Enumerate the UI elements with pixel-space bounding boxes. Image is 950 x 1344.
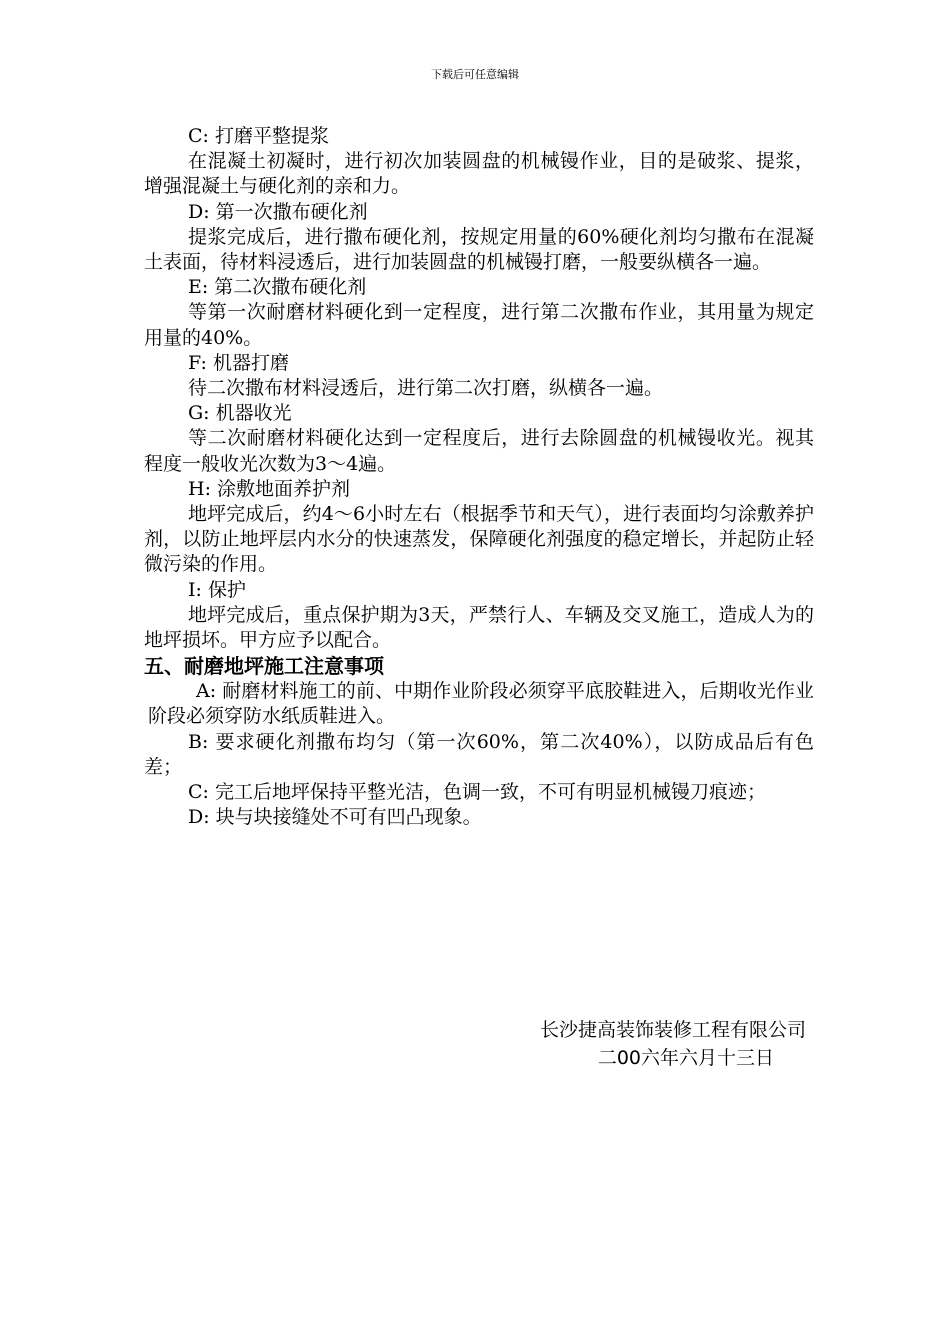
step-body: 等第一次耐磨材料硬化到一定程度，进行第二次撒布作业，其用量为规定用量的40%。 — [144, 301, 814, 349]
header-note: 下载后可任意编辑 — [431, 68, 519, 81]
step-title: C: 打磨平整提浆 — [188, 125, 329, 147]
step-title: D: 第一次撒布硬化剂 — [188, 200, 368, 223]
document-body — [144, 124, 814, 830]
step-body: 待二次撒布材料浸透后，进行第二次打磨，纵横各一遍。 — [188, 377, 664, 400]
signature-date: 二00六年六月十三日 — [597, 1047, 774, 1069]
step-body: 地坪完成后，约4～6小时左右（根据季节和天气），进行表面均匀涂敷养护剂，以防止地坪层内水分的快速蒸发，保障硬化剂强度的稳定增长，并起防止轻微污染的作用。 — [144, 503, 814, 576]
step-body: 在混凝土初凝时，进行初次加装圆盘的机械镘作业，目的是破浆、提浆，增强混凝土与硬化剂的亲和力。 — [144, 150, 814, 198]
step-title: H: 涂敷地面养护剂 — [188, 477, 351, 500]
signature-block — [540, 1016, 806, 1072]
step-title: F: 机器打磨 — [188, 351, 289, 374]
note-item: A: 耐磨材料施工的前、中期作业阶段必须穿平底胶鞋进入，后期收光作业阶段必须穿防水纸质鞋进入。 — [148, 680, 814, 728]
company-name: 长沙捷高装饰装修工程有限公司 — [539, 1019, 806, 1041]
step-title: G: 机器收光 — [188, 402, 292, 425]
step-title: I: 保护 — [188, 578, 246, 601]
note-item: B: 要求硬化剂撒布均匀（第一次60%，第二次40%），以防成品后有色差； — [144, 730, 814, 778]
note-item: D: 块与块接缝处不可有凹凸现象。 — [188, 806, 482, 829]
step-body: 提浆完成后，进行撒布硬化剂，按规定用量的60%硬化剂均匀撒布在混凝土表面，待材料浸透后，进行加装圆盘的机械镘打磨，一般要纵横各一遍。 — [144, 225, 814, 274]
step-body: 地坪完成后，重点保护期为3天，严禁行人、车辆及交叉施工，造成人为的地坪损坏。甲方应予以配合。 — [144, 603, 814, 652]
step-title: E: 第二次撒布硬化剂 — [188, 276, 367, 299]
note-item: C: 完工后地坪保持平整光洁，色调一致，不可有明显机械镘刀痕迹； — [188, 781, 766, 804]
step-body: 等二次耐磨材料硬化达到一定程度后，进行去除圆盘的机械镘收光。视其程度一般收光次数为3～4遍。 — [144, 427, 814, 475]
section-heading: 五、耐磨地坪施工注意事项 — [144, 654, 384, 679]
